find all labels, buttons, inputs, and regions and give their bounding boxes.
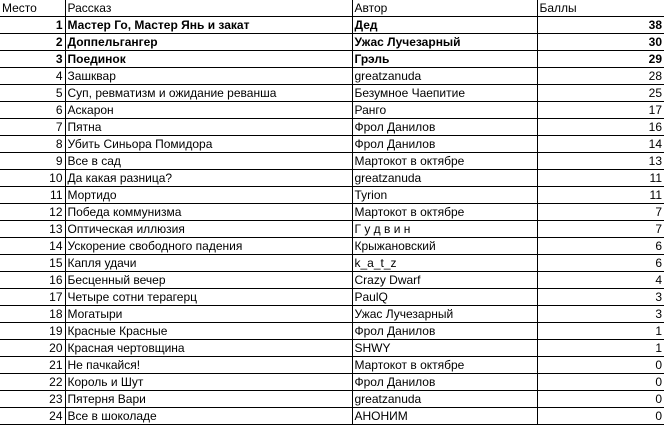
cell-score: 4 (537, 272, 664, 289)
cell-score: 1 (537, 340, 664, 357)
cell-score: 14 (537, 136, 664, 153)
cell-author: Ранго (352, 102, 537, 119)
cell-place: 10 (0, 170, 65, 187)
cell-author: Фрол Данилов (352, 323, 537, 340)
cell-title: Суп, ревматизм и ожидание реванша (65, 85, 352, 102)
cell-title: Победа коммунизма (65, 204, 352, 221)
table-body (0, 17, 664, 425)
cell-author: Фрол Данилов (352, 374, 537, 391)
cell-place: 13 (0, 221, 65, 238)
cell-score: 30 (537, 34, 664, 51)
cell-author: Мартокот в октябре (352, 204, 537, 221)
cell-score: 0 (537, 391, 664, 408)
cell-title: Аскарон (65, 102, 352, 119)
cell-title: Бесценный вечер (65, 272, 352, 289)
table-row (0, 204, 664, 221)
cell-title: Пятна (65, 119, 352, 136)
cell-author: Мартокот в октябре (352, 153, 537, 170)
table-row (0, 374, 664, 391)
cell-title: Могатыри (65, 306, 352, 323)
cell-title: Все в шоколаде (65, 408, 352, 425)
cell-place: 22 (0, 374, 65, 391)
cell-title: Мастер Го, Мастер Янь и закат (65, 17, 352, 34)
cell-title: Четыре сотни терагерц (65, 289, 352, 306)
cell-place: 15 (0, 255, 65, 272)
cell-score: 0 (537, 357, 664, 374)
cell-title: Зашквар (65, 68, 352, 85)
cell-author: Фрол Данилов (352, 119, 537, 136)
cell-title: Пятерня Вари (65, 391, 352, 408)
cell-author: Мартокот в октябре (352, 357, 537, 374)
cell-author: greatzanuda (352, 68, 537, 85)
cell-place: 23 (0, 391, 65, 408)
cell-title: Доппельгангер (65, 34, 352, 51)
table-row (0, 221, 664, 238)
cell-score: 11 (537, 187, 664, 204)
cell-author: greatzanuda (352, 391, 537, 408)
cell-author: Безумное Чаепитие (352, 85, 537, 102)
cell-score: 0 (537, 408, 664, 425)
cell-score: 0 (537, 374, 664, 391)
cell-author: k_a_t_z (352, 255, 537, 272)
table-row (0, 289, 664, 306)
cell-score: 13 (537, 153, 664, 170)
cell-score: 7 (537, 204, 664, 221)
header-score: Баллы (537, 0, 664, 17)
table-row (0, 68, 664, 85)
table-row (0, 187, 664, 204)
cell-score: 3 (537, 289, 664, 306)
cell-place: 9 (0, 153, 65, 170)
cell-author: Г у д в и н (352, 221, 537, 238)
cell-author: Tyrion (352, 187, 537, 204)
cell-author: Ужас Лучезарный (352, 306, 537, 323)
cell-place: 4 (0, 68, 65, 85)
cell-author: SHWY (352, 340, 537, 357)
table-row (0, 391, 664, 408)
table-row (0, 306, 664, 323)
cell-score: 1 (537, 323, 664, 340)
cell-title: Поединок (65, 51, 352, 68)
cell-author: greatzanuda (352, 170, 537, 187)
cell-score: 25 (537, 85, 664, 102)
table-row (0, 340, 664, 357)
cell-place: 6 (0, 102, 65, 119)
table-row (0, 102, 664, 119)
cell-score: 7 (537, 221, 664, 238)
cell-author: АНОНИМ (352, 408, 537, 425)
cell-score: 6 (537, 255, 664, 272)
cell-title: Красная чертовщина (65, 340, 352, 357)
cell-place: 16 (0, 272, 65, 289)
cell-author: Крыжановский (352, 238, 537, 255)
cell-title: Красные Красные (65, 323, 352, 340)
cell-place: 14 (0, 238, 65, 255)
cell-place: 17 (0, 289, 65, 306)
table-row (0, 51, 664, 68)
cell-title: Все в сад (65, 153, 352, 170)
table-row (0, 170, 664, 187)
header-title: Рассказ (65, 0, 352, 17)
cell-title: Оптическая иллюзия (65, 221, 352, 238)
cell-title: Капля удачи (65, 255, 352, 272)
cell-title: Король и Шут (65, 374, 352, 391)
cell-score: 6 (537, 238, 664, 255)
cell-title: Да какая разница? (65, 170, 352, 187)
cell-score: 38 (537, 17, 664, 34)
header-author: Автор (352, 0, 537, 17)
cell-place: 20 (0, 340, 65, 357)
cell-place: 7 (0, 119, 65, 136)
cell-title: Ускорение свободного падения (65, 238, 352, 255)
cell-place: 11 (0, 187, 65, 204)
table-row (0, 323, 664, 340)
table-row (0, 17, 664, 34)
header-row (0, 0, 664, 17)
cell-place: 5 (0, 85, 65, 102)
table-row (0, 272, 664, 289)
cell-place: 12 (0, 204, 65, 221)
cell-place: 3 (0, 51, 65, 68)
cell-score: 16 (537, 119, 664, 136)
table-row (0, 238, 664, 255)
header-place: Место (0, 0, 65, 17)
cell-place: 8 (0, 136, 65, 153)
cell-place: 19 (0, 323, 65, 340)
table-row (0, 85, 664, 102)
cell-author: Crazy Dwarf (352, 272, 537, 289)
cell-author: Фрол Данилов (352, 136, 537, 153)
table-row (0, 357, 664, 374)
table-row (0, 153, 664, 170)
cell-title: Не пачкайся! (65, 357, 352, 374)
cell-author: PaulQ (352, 289, 537, 306)
cell-title: Мортидо (65, 187, 352, 204)
cell-place: 18 (0, 306, 65, 323)
table-row (0, 136, 664, 153)
cell-place: 2 (0, 34, 65, 51)
table-row (0, 255, 664, 272)
cell-score: 3 (537, 306, 664, 323)
cell-author: Дед (352, 17, 537, 34)
cell-place: 24 (0, 408, 65, 425)
cell-score: 17 (537, 102, 664, 119)
table-row (0, 408, 664, 425)
cell-score: 28 (537, 68, 664, 85)
cell-place: 1 (0, 17, 65, 34)
cell-score: 29 (537, 51, 664, 68)
cell-place: 21 (0, 357, 65, 374)
table-row (0, 34, 664, 51)
cell-title: Убить Синьора Помидора (65, 136, 352, 153)
table-row (0, 119, 664, 136)
cell-author: Ужас Лучезарный (352, 34, 537, 51)
cell-author: Грэль (352, 51, 537, 68)
cell-score: 11 (537, 170, 664, 187)
